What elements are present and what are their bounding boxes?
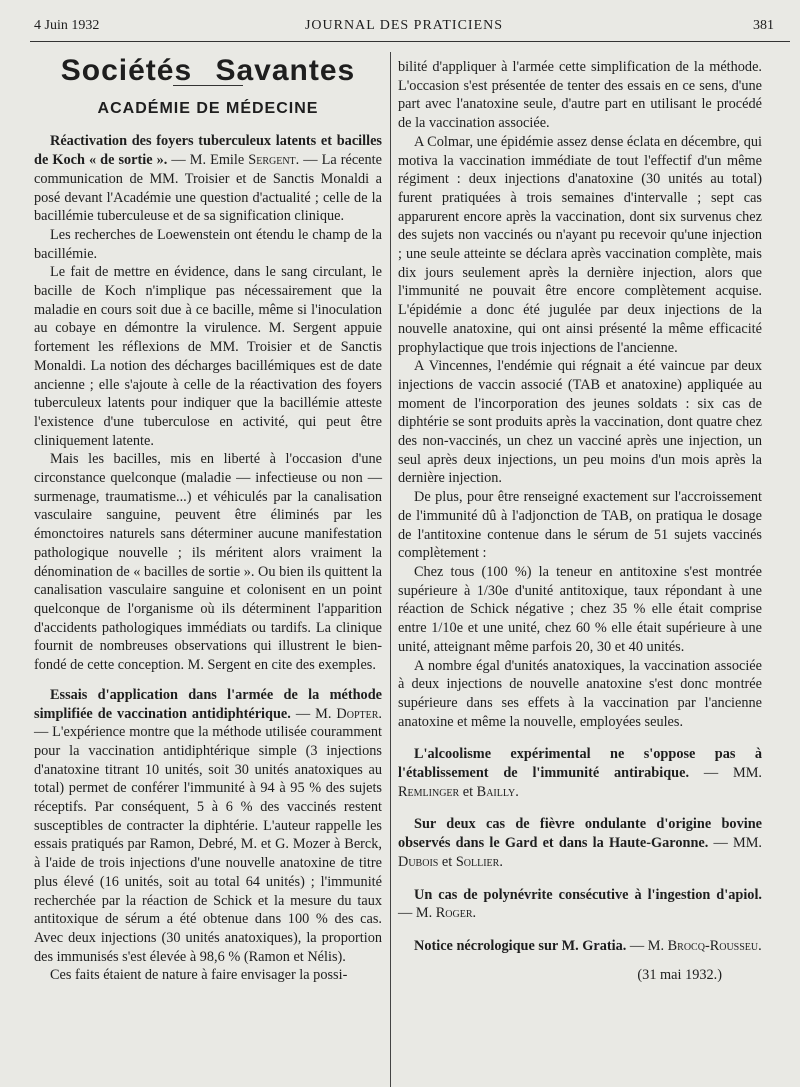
running-header <box>34 18 774 38</box>
article-1-author: Sergent <box>248 152 296 169</box>
article-5-title: Un cas de polynévrite consécutive à l'ingestion d'apiol. <box>414 886 762 903</box>
article-2-para-5: A Vincennes, l'endémie qui régnait a été vaincue par deux injections de vaccin associé (TAB et anatoxine) appliquée au moment de l'incorporation des jeunes soldats : six cas de diphtérie se sont produits après la vaccination, dont quatre chez des non-vaccinés, un chez un vacciné après une injection, un seul après deux injections, un peu moins d'un mois après la dernière injection. <box>398 358 762 487</box>
article-2-para-7: Chez tous (100 %) la teneur en antitoxine s'est montrée supérieure à 1/30e d'unité antitoxique, taux répondant à une réaction de Schick négative ; chez 35 % elle était comprise entre 1/10e et une unité, chez 60 % elle était supérieure à une unité, atteignant même parfois 20, 30 et 40 unités. <box>398 563 762 655</box>
article-6: Notice nécrologique sur M. Gratia. — M. Brocq-Rousseu. <box>414 937 762 954</box>
article-4-title: Sur deux cas de fièvre ondulante d'origine bovine observés dans le Gard et dans la Haute-Garonne. <box>398 816 762 852</box>
page-number: 381 <box>753 18 774 33</box>
report-date: (31 mai 1932.) <box>637 966 722 983</box>
article-5: Un cas de polynévrite consécutive à l'ingestion d'apiol. — M. Roger. <box>398 886 762 922</box>
journal-title: JOURNAL DES PRATICIENS <box>304 18 504 33</box>
article-1-para-4: Mais les bacilles, mis en liberté à l'occasion d'une circonstance quelconque (maladie — infectieuse ou non — surmenage, traumatisme...) et véhiculés par la canalisation vasculaire sanguine, peuvent être éliminés par les émonctoires naturels sans déterminer aucune manifestation pathologique nouvelle ; ils méritent alors vraiment la dénomination de « bacilles de sortie ». Ou bien ils quittent la canalisation vasculaire sanguine et colonisent en un point quelconque de l'organisme où ils déterminent l'apparition d'accidents pathologiques immédiats ou tardifs. La clinique fournit de nombreuses observations qui illustrent le bien-fondé de cette conception. M. Sergent en cite des exemples. <box>34 451 382 674</box>
article-1-title: Réactivation des foyers tuberculeux latents et bacilles de Koch « de sortie ». <box>34 133 382 169</box>
article-6-author: Brocq-Rousseu <box>667 937 759 954</box>
left-column <box>34 54 382 985</box>
article-2-heading: Essais d'application dans l'armée de la méthode simplifiée de vaccination antidiphtérique. — M. Dopter. — L'expérience montre que la méthode utilisée couramment pour la vaccination antidiphtérique simple (3 injections d'anatoxine titrant 10 unités, soit 30 unités anatoxiques au total) permet de conférer l'immunité à 94 à 95 % des sujets réceptifs. Par conséquent, 5 à 6 % des vaccinés restent susceptibles de contracter la diphtérie. L'auteur rappelle les essais pratiqués par Ramon, Debré, M. et G. Mozer à Berck, à l'aide de trois injections d'une nouvelle anatoxine de titre plus élevé (16 unités, soit au total 64 unités) ; l'immunité recherchée par la réaction de Schick et la mesure du taux antitoxique de sérum a été obtenue dans 100 % des cas. Avec deux injections (30 unités anatoxiques), la proportion des immunisés s'est élevée à 98,6 % (Ramon et Nélis). <box>34 686 382 965</box>
column-divider <box>390 52 391 1087</box>
article-3-author-1: Remlinger <box>398 783 460 800</box>
issue-date: 4 Juin 1932 <box>34 18 100 33</box>
article-4-author-2: Sollier <box>455 853 500 870</box>
article-2-para-8: A nombre égal d'unités anatoxiques, la vaccination associée à deux injections de nouvelle anatoxine s'est donc montrée supérieure dans ses effets à la vaccination par l'ancienne anatoxine et même la nouvelle, employées seules. <box>398 657 762 730</box>
section-subtitle: ACADÉMIE DE MÉDECINE <box>97 99 319 117</box>
article-4: Sur deux cas de fièvre ondulante d'origine bovine observés dans le Gard et dans la Haute-Garonne. — MM. Dubois et Sollier. <box>398 816 762 870</box>
article-2-author: Dopter <box>336 705 379 722</box>
article-1-para-1: . — La récente communication de MM. Troisier et de Sanctis Monaldi a posé devant l'Académie une question d'actualité ; celle de la bacillémie tuberculeuse et de sa signification clinique. <box>34 152 382 225</box>
article-2-para-1: . — L'expérience montre que la méthode utilisée couramment pour la vaccination antidiphtérique simple (3 injections d'anatoxine titrant 10 unités, soit 30 unités anatoxiques au total) permet de conférer l'immunité à 94 à 95 % des sujets réceptifs. Par conséquent, 5 à 6 % des vaccinés restent susceptibles de contracter la diphtérie. L'auteur rappelle les essais pratiqués par Ramon, Debré, M. et G. Mozer à Berck, à l'aide de trois injections d'une nouvelle anatoxine de titre plus élevé (16 unités, soit au total 64 unités) ; l'immunité recherchée par la réaction de Schick et la mesure du taux antitoxique de sérum a été obtenue dans 100 % des cas. Avec deux injections (30 unités anatoxiques), la proportion des immunisés s'est élevée à 98,6 % (Ramon et Nélis). <box>34 705 382 965</box>
right-column <box>398 58 762 984</box>
article-1-heading: Réactivation des foyers tuberculeux latents et bacilles de Koch « de sortie ». — M. Emile Sergent. — La récente communication de MM. Troisier et de Sanctis Monaldi a posé devant l'Académie une question d'actualité ; celle de la bacillémie tuberculeuse et de sa signification clinique. <box>34 133 382 225</box>
article-2-para-3: bilité d'appliquer à l'armée cette simplification de la méthode. L'occasion s'est présentée de tenter des essais en ce sens, d'une part avec l'anatoxine seule, d'autre part en utilisant le procédé de la vaccination associée. <box>398 59 762 132</box>
article-3: L'alcoolisme expérimental ne s'oppose pas à l'établissement de l'immunité antirabique. — MM. Remlinger et Bailly. <box>398 746 762 800</box>
article-2-title: Essais d'application dans l'armée de la méthode simplifiée de vaccination antidiphtérique. <box>34 686 382 722</box>
article-2-para-2: Ces faits étaient de nature à faire envisager la possi- <box>50 967 348 984</box>
header-rule <box>30 41 790 42</box>
article-3-title: L'alcoolisme expérimental ne s'oppose pas à l'établissement de l'immunité antirabique. <box>398 746 762 782</box>
article-4-author-1: Dubois <box>398 853 439 870</box>
article-1-para-3: Le fait de mettre en évidence, dans le sang circulant, le bacille de Koch n'implique pas nécessairement que la maladie en cours soit due à ce bacille, même si l'inoculation au cobaye en démontre la virulence. M. Sergent appuie fortement les réflexions de MM. Troisier et de Sanctis Monaldi. La notion des décharges bacillémiques est de date ancienne ; elle s'ajoute à celle de la réactivation des foyers tuberculeux latents pour indiquer que la bacillémie atteste l'existence d'une tuberculose en activité, qui peut être cliniquement latente. <box>34 264 382 449</box>
article-3-author-2: Bailly <box>476 783 516 800</box>
section-title: Sociétés Savantes <box>60 54 356 87</box>
article-2-para-6: De plus, pour être renseigné exactement sur l'accroissement de l'immunité dû à l'adjonction de TAB, on pratiqua le dosage de l'antitoxine contenue dans le sérum de 51 sujets vaccinés complètement : <box>398 489 762 562</box>
article-5-author: Roger <box>435 905 473 922</box>
article-2-para-4: A Colmar, une épidémie assez dense éclata en décembre, qui motiva la vaccination immédiate de tout l'effectif d'un même régiment : deux injections d'anatoxine (30 unités au total) furent pratiquées à trois semaines d'intervalle ; sept cas apparurent encore après la vaccination, dont six survenus chez des sujets non vaccinés ou n'ayant pu recevoir qu'une injection ; une seule atteinte se déclara après vaccination complète, mais dix jours seulement après la dernière injection, alors que l'immunité ne pouvait être encore complètement acquise. L'épidémie a donc été jugulée par deux injections de la nouvelle anatoxine, qui ont ainsi présenté la même efficacité prophylactique que trois injections de l'ancienne. <box>398 133 762 356</box>
article-1-para-2: Les recherches de Loewenstein ont étendu le champ de la bacillémie. <box>34 226 382 262</box>
article-6-title: Notice nécrologique sur M. Gratia. <box>414 937 627 954</box>
